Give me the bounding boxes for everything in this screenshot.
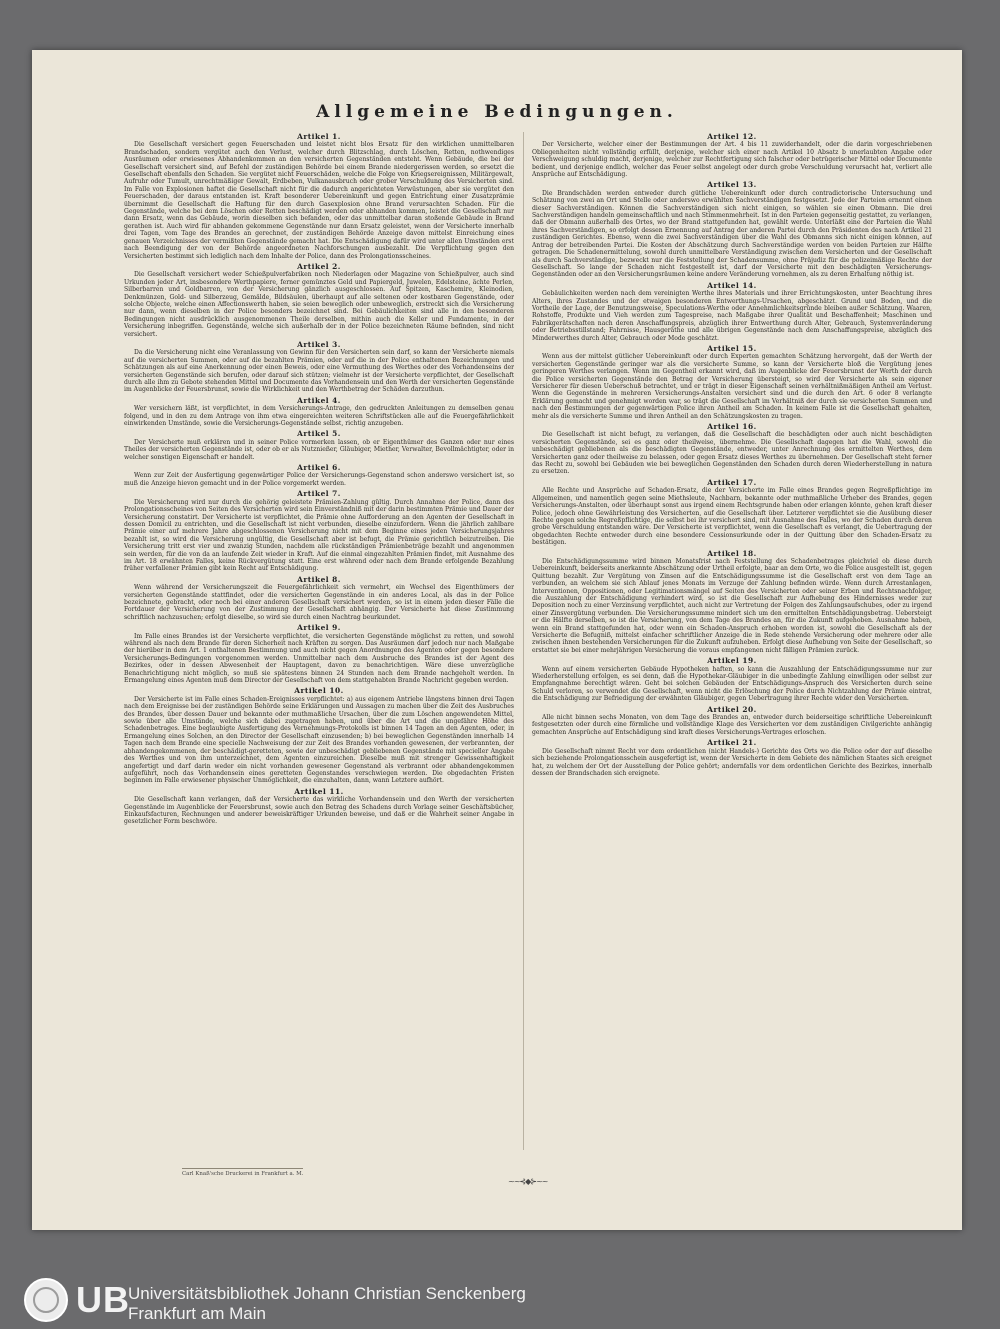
article-text: Der Versicherte ist im Falle eines Schaden-Ereignisses verpflichtet: a) aus eigenem Antriebe längstens binnen drei Tagen nach dem Ereignisse bei der zuständigen Behörde seine Erklärungen und Aussagen zu machen über die Zeit des Ausbruches des Brandes, über dessen Dauer und bekannte oder muthmaßliche Ursachen, über die zum Löschen angewendeten Mittel, sowie über alle Umstände, welche sich dabei zugetragen haben, und über die Art und die ungefähre Höhe des Schadenbetrages. Eine beglaubigte Ausfertigung des Vernehmungs-Protokolls ist binnen 14 Tagen an den Agenten, oder, in Ermangelung eines Solchen, an den Director der Gesellschaft einzusenden; b) bei beweglichen Gegenständen innerhalb 14 Tagen nach dem Brande eine specielle Nachweisung der zur Zeit des Brandes vorhanden gewesenen, der verbrannten, der abhandengekommenen, der beschädigt-geretteten, sowie der unbeschädigt gebliebenen Gegenstände mit specieller Angabe des Werthes und von ihm unterzeichnet, dem Agenten einzureichen. Dieselbe muß mit strenger Gewissenhaftigkeit angefertigt und darf darin weder ein nicht vorhanden gewesener Gegenstand als verbrannt oder abhandengekommen aufgeführt, noch das Vorhandensein eines geretteten Gegenstandes verschwiegen werden. Die obgedachten Fristen beginnen im Falle erwiesener physischer Unmöglichkeit, die einzuhalten, dann, wann Letztere aufhört.: [124, 695, 514, 785]
document-page: [32, 50, 962, 1230]
article-text: Der Versicherte muß erklären und in seiner Police vormerken lassen, ob er Eigenthümer des Ganzen oder nur eines Theiles der versicherten Gegenstände ist, oder ob er als Nutznießer, Gläubiger, Miether, Verwalter, Bevollmächtigter, oder in welcher sonstigen Eigenschaft er handelt.: [124, 438, 514, 461]
article-section: [532, 133, 932, 178]
article-text: Die Gesellschaft nimmt Recht vor dem ordentlichen (nicht Handels-) Gerichte des Orts wo die Police oder der auf dieselbe sich beziehende Prolongationsschein ausgefertigt ist, wenn der Versicherte in dem Gebiete des nämlichen Staates sich ereignet hat, zu welchem der Ort der Ausstellung der Police gehört; andernfalls vor dem ordentlichen Gerichte des Bezirkes, innerhalb dessen der Brandschaden sich ereignete.: [532, 747, 932, 777]
article-section: [124, 464, 514, 487]
article-text: Da die Versicherung nicht eine Veranlassung von Gewinn für den Versicherten sein darf, so kann der Versicherte niemals auf die versicherten Summen, oder auf die bezahlten Prämien, oder auf die in der Police enthaltenen Bezeichnungen und Schätzungen als auf eine Anerkennung oder einen Beweis, oder eine Vermuthung des Werthes oder des Vorhandenseins der versicherten Gegenstände sich berufen, oder darauf sich stützen; vielmehr ist der Versicherte verpflichtet, der Gesellschaft durch alle ihm zu Gebote stehenden Mittel und Documente das Vorhandensein und den Werth der versicherten Gegenstände im Augenblicke der Feuersbrunst, sowie die Wirklichkeit und den Werthbetrag der Schäden darzuthun.: [124, 349, 514, 394]
article-section: [124, 133, 514, 260]
article-section: [532, 739, 932, 777]
article-section: [532, 479, 932, 547]
article-heading: Artikel 3.: [297, 339, 341, 349]
article-heading: Artikel 8.: [297, 574, 341, 584]
article-section: [124, 576, 514, 621]
article-text: Wenn zur Zeit der Ausfertigung gegenwärtiger Police der Versicherungs-Gegenstand schon anderswo versichert ist, so muß die Anzeige hievon gemacht und in der Police vorgemerkt werden.: [124, 472, 514, 487]
article-text: Die Gesellschaft versichert gegen Feuerschaden und leistet nicht blos Ersatz für den wirklichen unmittelbaren Brandschaden, sondern vergütet auch den Verlust, welcher durch Blitzschlag, durch Löschen, Retten, nothwendiges Ausräumen oder erwiesenes Abhandenkommen an den versicherten Gegenständen entsteht. Wenn Gebäude, die bei der Gesellschaft versichert sind, auf Befehl der zuständigen Behörde bei einem Brande niedergerissen werden, so ersetzt die Gesellschaft ebenfalls den Schaden. Sie vergütet nicht Feuerschäden, welche die Folge von Kriegsereignissen, Militärgewalt, Aufruhr oder Tumult, unrechtmäßiger Gewalt, Erdbeben, Vulkanausbruch oder grober Verschuldung des Versicherten sind. Im Falle von Explosionen haftet die Gesellschaft nicht für die dadurch angerichteten Verwüstungen, aber sie vergütet den Feuerschaden, der daraus entstanden ist. Kraft besonderer Uebereinkunft und gegen Entrichtung einer Zusatzprämie übernimmt die Gesellschaft die Haftung für den durch Gasexplosion ohne Brand verursachten Schaden. Für die Gegenstände, welche bei dem Löschen oder Retten beschädigt werden oder abhanden kommen, leistet die Gesellschaft nur dann Ersatz, wenn das Gebäude, worin dieselben sich befanden, oder das unmittelbar daran stoßende Gebäude in Brand gerathen ist. Auch wird für abhanden gekommene Gegenstände nur dann Ersatz geleistet, wenn der Versicherte innerhalb drei Tagen, vom Tage des Brandes an gerechnet, der zuständigen Behörde Anzeige davon mittelst Einreichung eines genauen Verzeichnisses der vermißten Gegenstände gemacht hat. Die Entschädigung dafür wird unter allen Umständen erst nach Beendigung der von der Behörde angeordneten Nachforschungen ausbezahlt. Die Verpflichtung gegen den Versicherten bestimmt sich lediglich nach dem Inhalte der Police, dann des Prolongationsscheines.: [124, 141, 514, 260]
article-text: Gebäulichkeiten werden nach dem vereinigten Werthe ihres Materials und ihrer Errichtungskosten, unter Beachtung ihres Alters, ihres Zustandes und der etwaigen besonderen Entwerthungs-Ursachen, abgeschätzt. Grund und Boden, und die Vortheile der Lage, der Benutzungsweise, Speculations-Werthe oder Annehmlichkeitsgründe bleiben außer Schätzung. Waaren, Rohstoffe, Produkte und Vieh werden zum Tagespreise, nach Maßgabe ihrer Qualität und Beschaffenheit; Maschinen und Fabrikgerätschaften nach deren Anschaffungspreis, abzüglich ihrer Entwerthung durch Alter, Gebrauch, Systemveränderung oder Betriebsstillstand; Fahrnisse, Hausgeräthe und alle übrigen Gegenstände nach dem Anschaffungspreise, abzüglich des Minderwerthes durch Alter, Gebrauch oder Mode geschätzt.: [532, 290, 932, 342]
article-heading: Artikel 20.: [707, 704, 757, 714]
article-heading: Artikel 15.: [707, 343, 757, 353]
article-heading: Artikel 6.: [297, 463, 341, 473]
article-heading: Artikel 16.: [707, 422, 757, 432]
library-footer: [0, 1276, 1000, 1329]
article-heading: Artikel 21.: [707, 738, 757, 748]
article-heading: Artikel 7.: [297, 489, 341, 499]
article-heading: Artikel 9.: [297, 623, 341, 633]
end-ornament: ~~⊰◆⊱~~: [508, 1177, 548, 1186]
article-section: [532, 657, 932, 702]
article-text: Wenn auf einem versicherten Gebäude Hypotheken haften, so kann die Auszahlung der Entschädigungssumme nur zur Wiederherstellung erfolgen, es sei denn, daß die Hypothekar-Gläubiger in die unbedingte Zahlung einwilligen oder selbst zur Empfangnahme berechtigt wären. Geht bei solchen Gebäuden der Entschädigungs-Anspruch des Versicherten durch seine Schuld verloren, so verwendet die Gesellschaft, wenn nicht die Erlöschung der Police durch Nichtzahlung der Prämie eintrat, die Entschädigung zur Befriedigung der erwähnten Gläubiger, gegen Uebertragung ihrer Rechte wider den Versicherten.: [532, 665, 932, 703]
article-text: Im Falle eines Brandes ist der Versicherte verpflichtet, die versicherten Gegenstände möglichst zu retten, und sowohl während als nach dem Brande für deren Sicherheit nach Kräften zu sorgen. Das Ausräumen darf jedoch nur nach Maßgabe der hierüber in dem Art. 1 enthaltenen Bestimmung und auch nicht gegen Anordnungen des Agenten oder gegen besondere Versicherungs-Bedingungen vorgenommen werden. Unmittelbar nach dem Ausbruche des Brandes ist der Agent des Bezirkes, oder in dessen Abwesenheit der Hauptagent, davon zu benachrichtigen. Wäre diese unverzügliche Benachrichtigung nicht möglich, so muß sie spätestens binnen 24 Stunden nach dem Brande nachgeholt werden. In Ermangelung eines Agenten muß dem Director der Gesellschaft von dem stattgehabten Brande Nachricht gegeben werden.: [124, 632, 514, 685]
article-section: [532, 181, 932, 278]
article-section: [532, 345, 932, 420]
printer-imprint: Carl Knaß'sche Druckerei in Frankfurt a. M.: [182, 1168, 303, 1177]
article-text: Die Gesellschaft ist nicht befugt, zu verlangen, daß die Gesellschaft die beschädigten oder auch nicht beschädigten versicherten Gegenstände, sei es ganz oder theilweise, übernehme. Die Gesellschaft dagegen hat die Wahl, sowohl die unbeschädigt gebliebenen als die beschädigten Gegenstände, entweder, unter Anrechnung des ermittelten Werthes, dem Versicherten ganz oder theilweise zu belassen, oder gegen Ersatz dieses Werthes zu übernehmen. Der Gesellschaft steht ferner das Recht zu, sowohl bei Gebäuden wie bei beweglichen Gegenständen den Schaden durch deren Wiederherstellung in natura zu ersetzen.: [532, 431, 932, 476]
article-heading: Artikel 17.: [707, 477, 757, 487]
article-text: Die Brandschäden werden entweder durch gütliche Uebereinkunft oder durch contradictorische Untersuchung und Schätzung von zwei an Ort und Stelle oder anderswo erwählten Sachverständigen festgesetzt. Jede der Parteien ernennt einen dieser Sachverständigen. Können die Sachverständigen sich nicht einigen, so wählen sie einen Obmann. Die drei Sachverständigen handeln gemeinschaftlich und nach Stimmenmehrheit. Ist in den Parteien gegenseitig gestattet, zu verlangen, daß der Obmann außerhalb des Ortes, wo der Brand stattgefunden hat, gewählt werde. Unterläßt eine der Parteien die Wahl ihres Sachverständigen, so erfolgt dessen Ernennung auf Antrag der anderen Partei durch den Präsidenten des nach Artikel 21 zuständigen Gerichtes. Ebenso, wenn die zwei Sachverständigen über die Wahl des Obmanns sich nicht einigen können, auf Antrag der betreibenden Partei. Die Kosten der Abschätzung durch Sachverständige werden von beiden Parteien zur Hälfte getragen. Die Schadenermittelung, sowohl durch unmittelbare Verständigung zwischen dem Versicherten und der Gesellschaft als durch Sachverständige, bezweckt nur die Feststellung der Schadensumme, ohne Präjudiz für die polizeimäßige Rechte der Gesellschaft. So lange der Schaden nicht festgestellt ist, darf der Versicherte mit den beschädigten Versicherungs-Gegenständen oder an den Versicherungsräumen keine andere Veränderung vornehmen, als zu deren Erhaltung nöthig ist.: [532, 189, 932, 279]
seal-icon: [24, 1278, 68, 1322]
column-divider: [523, 132, 524, 1150]
right-column: [532, 130, 932, 1150]
article-text: Wer versichern läßt, ist verpflichtet, in dem Versicherungs-Antrage, den gedruckten Anleitungen zu demselben genau folgend, und in den zu dem Antrage von ihm etwa eingereichten weiteren Schriftstücken alle auf die Feuergefährlichkeit einwirkenden Umstände, sowie die Versicherungs-Gegenstände selbst, richtig anzugeben.: [124, 405, 514, 428]
article-text: Wenn während der Versicherungszeit die Feuergefährlichkeit sich vermehrt, ein Wechsel des Eigenthümers der versicherten Gegenstände stattfindet, oder die versicherten Gegenstände in ein anderes Local, als das in der Police bezeichnete, gebracht, oder noch bei einer anderen Gesellschaft versichert werden, so ist in einem jeden dieser Fälle die Fortdauer der Versicherung von der Zustimmung der Gesellschaft abhängig. Der Versicherte hat diese Zustimmung schriftlich nachzusuchen; erfolgt dieselbe, so wird sie durch einen Nachtrag beurkundet.: [124, 584, 514, 621]
article-section: [532, 550, 932, 655]
article-text: Wenn aus der mittelst gütlicher Uebereinkunft oder durch Experten gemachten Schätzung hervorgeht, daß der Werth der versicherten Gegenstände geringer war als die versicherte Summe, so kann der Versicherte bloß die Vergütung jenes geringeren Werthes verlangen. Wenn im Gegentheil erkannt wird, daß im Augenblicke der Feuersbrunst der Werth der durch die Police versicherten Gegenstände den Betrag der Versicherung übersteigt, so wird der Versicherte als sein eigener Versicherer für diesen Ueberschuß betrachtet, und er trägt in dieser Eigenschaft seinen verhältnißmäßigen Antheil am Verlust. Wenn die Gegenstände in mehreren Versicherungs-Anstalten versichert sind und die durch den Art. 6 oder 8 verlangte Erklärung gemacht und genehmigt worden war, so trägt die Gesellschaft im Verhältniß der durch sie versicherten Summen und nach den Bestimmungen der gegenwärtigen Police ihren Antheil am Schaden. In keinem Falle ist die Gesellschaft gehalten, mehr als die versicherte Summe und ihren Antheil an den Schätzungskosten zu tragen.: [532, 353, 932, 420]
article-heading: Artikel 2.: [297, 261, 341, 271]
article-section: [532, 423, 932, 476]
article-section: [124, 341, 514, 394]
article-text: Alle nicht binnen sechs Monaten, von dem Tage des Brandes an, entweder durch beiderseitige schriftliche Uebereinkunft festgesetzten oder durch eine förmliche und vollständige Klage des Versicherten vor dem zuständigen Civilgerichte anhängig gemachten Ansprüche auf Entschädigung sind kraft dieses Versicherungs-Vertrages erloschen.: [532, 714, 932, 736]
article-heading: Artikel 5.: [297, 429, 341, 439]
article-text: Die Versicherung wird nur durch die gehörig geleistete Prämien-Zahlung gültig. Durch Annahme der Police, dann des Prolongationsscheines von Seiten des Versicherten wird sein Einverständniß mit der darin bestimmten Prämie und Dauer der Versicherung constatirt. Der Versicherte ist verpflichtet, die Prämie ohne Aufforderung an den Agenten der Gesellschaft in dessen Domicil zu entrichten, und die Gesellschaft ist nicht verbunden, dieselbe einzufordern. Wenn die jährlich zahlbare Prämie einer auf mehrere Jahre abgeschlossenen Versicherung nicht mit dem Beginne eines jeden Versicherungsjahres bezahlt ist, so wird die Versicherung ungültig, die Gesellschaft aber ist befugt, die Prämie gerichtlich beizutreiben. Die Versicherung tritt erst vier und zwanzig Stunden, nachdem alle rückständigen Prämienbeträge bezahlt und angenommen sein werden, für die von da an laufende Zeit wieder in Kraft. Auf die einmal eingezahlten Prämien findet, mit Ausnahme des im Art. 18 erwähnten Falles, keine Rückvergütung statt. Eine erst während oder nach dem Brande erfolgende Bezahlung früher verfallener Prämien gibt kein Recht auf Entschädigung.: [124, 498, 514, 573]
article-heading: Artikel 10.: [294, 686, 344, 696]
article-heading: Artikel 18.: [707, 548, 757, 558]
article-section: [124, 490, 514, 572]
article-text: Der Versicherte, welcher einer der Bestimmungen der Art. 4 bis 11 zuwiderhandelt, oder die darin vorgeschriebenen Obliegenheiten nicht vollständig erfüllt, derjenige, welcher sich einer nach Artikel 10 Absatz b unerlaubten Angabe oder Verschweigung schuldig macht, derjenige, welcher zur Rechtfertigung sich falscher oder betrügerischer Mittel oder Documente bedient, und derjenige endlich, welcher das Feuer selbst angelegt oder durch grobe Verschuldung verursacht hat, verliert alle Ansprüche auf Entschädigung.: [532, 141, 932, 179]
article-heading: Artikel 14.: [707, 280, 757, 290]
article-heading: Artikel 12.: [707, 132, 757, 141]
article-section: [124, 687, 514, 784]
article-heading: Artikel 11.: [294, 786, 344, 796]
library-name: Universitätsbibliothek Johann Christian Senckenberg: [128, 1284, 526, 1303]
article-section: [124, 397, 514, 428]
article-section: [124, 430, 514, 461]
article-heading: Artikel 4.: [297, 395, 341, 405]
ub-logo[interactable]: [24, 1278, 130, 1322]
article-text: Die Entschädigungssumme wird binnen Monatsfrist nach Feststellung des Schadenbetrages gleichviel ob diese durch Uebereinkunft, beiderseits anerkannte Abschätzung oder Urtheil erfolgte, baar an dem Orte, wo die Police ausgestellt ist, gegen Quittung bezahlt. Zur Vergütung von Zinsen auf die Entschädigungssumme ist die Gesellschaft erst von dem Tage an verbunden, an welchem sie sich Ablauf jenes Monats im Verzuge der Zahlung befinden würde. Wenn durch Arrestanlagen, Interventionen, Oppositionen, oder Legitimationsmängel auf Seiten des Versicherten oder seiner Erben und Rechtsnachfolger, die Auszahlung der Entschädigung verhindert wird, so ist die Gesellschaft zur Aufhebung des Hindernisses weder zur Deposition noch zu einer Verzinsung verpflichtet, auch nicht zur Vertretung der Folgen des Zahlungsaufschubes, oder zu irgend einer Zinsvergütung verbunden. Die Versicherungssumme mindert sich um den ermittelten Entschädigungsbetrag. Uebersteigt er die Hälfte derselben, so ist die Versicherung, von dem Tage des Brandes an, für die Zukunft aufgehoben. Ausnahme haben, wenn ein Brand stattgefunden hat, oder wenn ein Schaden-Anspruch erhoben worden ist, sowohl die Gesellschaft als der Versicherte die Befugniß, mittelst einfacher schriftlicher Anzeige die in Rede stehende Versicherung oder mehrere oder alle zwischen ihnen bestehenden Versicherungen für die Zukunft aufzuheben. Erfolgt diese Aufhebung von Seite der Gesellschaft, so erstattet sie bei einer mehrjährigen Versicherung die voraus empfangenen nicht fälligen Prämien zurück.: [532, 557, 932, 654]
article-text: Alle Rechte und Ansprüche auf Schaden-Ersatz, die der Versicherte im Falle eines Brandes gegen Regreßpflichtige im Allgemeinen, und namentlich gegen seine Miethsleute, Nachbarn, bekannte oder muthmaßliche Urheber des Brandes, gegen Versicherungs-Anstalten, oder überhaupt sonst aus irgend einem Rechtsgrunde haben oder erlangen könnte, gehen kraft dieser Police, jedoch ohne Gewährleistung des Versicherten, auf die Gesellschaft über. Letzterer verpflichtet sie die Ausübung dieser Rechte gegen solche Regreßpflichtige, die selbst bei ihr versichert sind, mit Ausnahme des Falles, wo der Schaden durch deren grobe Verschuldung entstanden wäre. Der Versicherte ist verpflichtet, wenn die Gesellschaft es verlangt, die Uebertragung der obgedachten Rechte entweder durch eine besondere Cessionsurkunde oder in der Quittung über den Schaden-Ersatz zu bestätigen.: [532, 487, 932, 547]
article-text: Die Gesellschaft kann verlangen, daß der Versicherte das wirkliche Vorhandensein und den Werth der versicherten Gegenstände im Augenblicke der Feuersbrunst, sowie auch den Betrag des Schadens durch Vorlage seiner Geschäftsbücher, Einkaufsfacturen, Rechnungen und anderer beweiskräftiger Urkunden beweise, und daß er die Wahrheit seiner Angabe in gesetzlicher Form beschwöre.: [124, 796, 514, 826]
left-column: [124, 130, 514, 1150]
article-heading: Artikel 13.: [707, 180, 757, 190]
ub-logo-text: UB: [76, 1279, 130, 1320]
library-city: Frankfurt am Main: [128, 1304, 266, 1323]
article-text: Die Gesellschaft versichert weder Schießpulverfabriken noch Niederlagen oder Magazine von Schießpulver, auch sind Urkunden jeder Art, insbesondere Werthpapiere, ferner gemünztes Geld und Papiergeld, Juwelen, Edelsteine, ächte Perlen, Silberbarren und Goldbarren, von der Versicherung gänzlich ausgeschlossen. Auf Spitzen, Kaschemire, Kleinodien, Denkmünzen, Gold- und Silberzeug, Gemälde, Bildsäulen, überhaupt auf alle seltenen oder kostbaren Gegenstände, oder solche Objecte, welche einen Affectionswerth haben, sie seien beweglich oder unbeweglich, erstreckt sich die Versicherung nur dann, wenn dieselben in der Police besonders bezeichnet sind. Bei Gebäulichkeiten sind alle in den besonderen Bedingungen nicht ausdrücklich ausgenommenen Theile derselben, mithin auch die Keller und Fundamente, in der Versicherung inbegriffen. Gegenstände, welche sich außerhalb der in der Police bezeichneten Räume befinden, sind nicht versichert.: [124, 271, 514, 338]
document-title: Allgemeine Bedingungen.: [316, 102, 678, 122]
article-heading: Artikel 1.: [297, 132, 341, 141]
article-section: [124, 624, 514, 684]
article-section: [124, 788, 514, 826]
article-heading: Artikel 19.: [707, 656, 757, 666]
article-section: [532, 706, 932, 737]
article-section: [124, 263, 514, 338]
article-section: [532, 282, 932, 342]
